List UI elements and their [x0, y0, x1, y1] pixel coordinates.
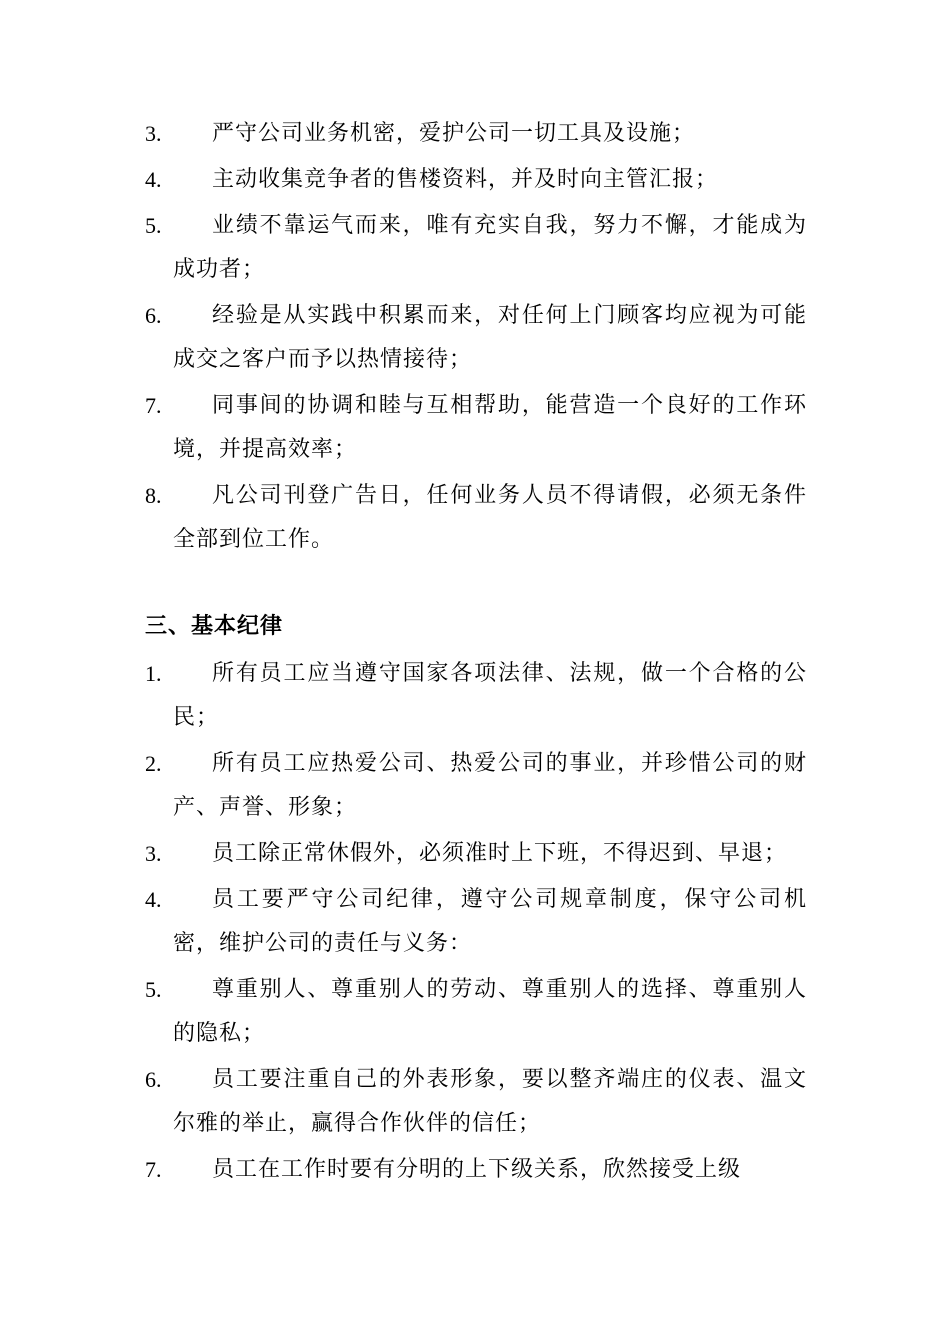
- item-text: 员工除正常休假外，必须准时上下班，不得迟到、早退；: [212, 841, 788, 866]
- item-number: 3.: [145, 121, 162, 146]
- list-item: [145, 112, 807, 156]
- list-item: [145, 1058, 807, 1146]
- item-number: 5.: [145, 977, 162, 1002]
- discipline-list: [145, 652, 807, 1194]
- list-item: [145, 878, 807, 966]
- duty-list: [145, 112, 807, 564]
- item-number: 7.: [145, 393, 162, 418]
- list-item: [145, 294, 807, 382]
- item-text: 员工在工作时要有分明的上下级关系，欣然接受上级: [212, 1157, 742, 1182]
- item-text: 严守公司业务机密，爱护公司一切工具及设施；: [212, 121, 696, 146]
- item-number: 1.: [145, 661, 162, 686]
- item-text: 所有员工应当遵守国家各项法律、法规，做一个合格的公民；: [173, 661, 807, 730]
- item-number: 6.: [145, 303, 162, 328]
- item-text: 经验是从实践中积累而来，对任何上门顾客均应视为可能成交之客户而予以热情接待；: [173, 303, 807, 372]
- item-text: 员工要严守公司纪律，遵守公司规章制度，保守公司机密，维护公司的责任与义务：: [173, 887, 807, 956]
- item-text: 所有员工应热爱公司、热爱公司的事业，并珍惜公司的财产、声誉、形象；: [173, 751, 807, 820]
- list-item: [145, 384, 807, 472]
- section-heading: 三、基本纪律: [145, 613, 284, 639]
- item-text: 员工要注重自己的外表形象，要以整齐端庄的仪表、温文尔雅的举止，赢得合作伙伴的信任；: [173, 1067, 807, 1136]
- item-number: 3.: [145, 841, 162, 866]
- item-text: 业绩不靠运气而来，唯有充实自我，努力不懈，才能成为成功者；: [173, 213, 807, 282]
- item-text: 凡公司刊登广告日，任何业务人员不得请假，必须无条件全部到位工作。: [173, 483, 807, 552]
- list-item: [145, 652, 807, 740]
- item-number: 8.: [145, 483, 162, 508]
- list-item: [145, 832, 807, 876]
- item-number: 4.: [145, 167, 162, 192]
- item-number: 7.: [145, 1157, 162, 1182]
- list-item: [145, 204, 807, 292]
- item-number: 2.: [145, 751, 162, 776]
- list-item: [145, 1148, 807, 1192]
- list-item: [145, 474, 807, 562]
- item-number: 5.: [145, 213, 162, 238]
- item-text: 主动收集竞争者的售楼资料，并及时向主管汇报；: [212, 167, 719, 192]
- list-item: [145, 158, 807, 202]
- list-item: [145, 742, 807, 830]
- item-text: 同事间的协调和睦与互相帮助，能营造一个良好的工作环境，并提高效率；: [173, 393, 807, 462]
- list-item: [145, 968, 807, 1056]
- item-number: 6.: [145, 1067, 162, 1092]
- item-text: 尊重别人、尊重别人的劳动、尊重别人的选择、尊重别人的隐私；: [173, 977, 807, 1046]
- item-number: 4.: [145, 887, 162, 912]
